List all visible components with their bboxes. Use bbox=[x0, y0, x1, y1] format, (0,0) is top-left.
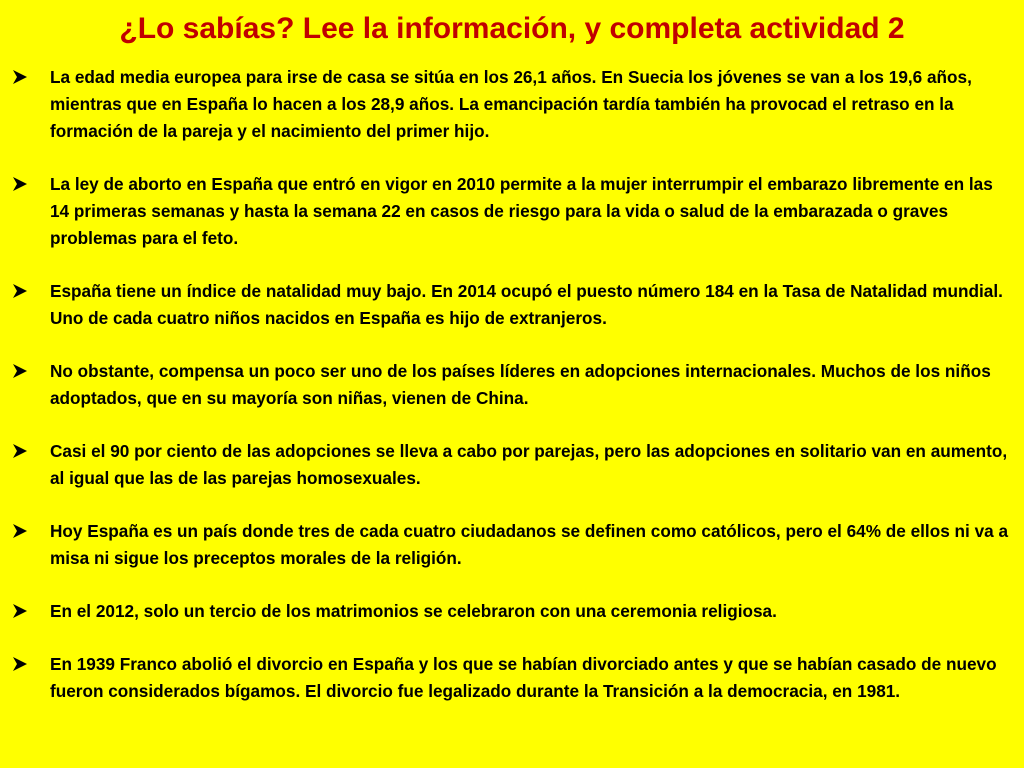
bullet-text: En el 2012, solo un tercio de los matrimonios se celebraron con una ceremonia religiosa. bbox=[50, 601, 777, 621]
bullet-item-7 bbox=[12, 598, 1014, 625]
slide-title: ¿Lo sabías? Lee la información, y completa actividad 2 bbox=[119, 12, 905, 45]
arrowhead-bullet-icon bbox=[12, 603, 28, 619]
bullet-item-2 bbox=[12, 171, 1014, 252]
bullet-list bbox=[12, 64, 1014, 705]
bullet-item-5 bbox=[12, 438, 1014, 492]
bullet-text: No obstante, compensa un poco ser uno de los países líderes en adopciones internacionales. Muchos de los niños adoptados, que en su mayoría son niñas, vienen de China. bbox=[50, 361, 991, 408]
bullet-item-8 bbox=[12, 651, 1014, 705]
bullet-item-6 bbox=[12, 518, 1014, 572]
bullet-text: España tiene un índice de natalidad muy bajo. En 2014 ocupó el puesto número 184 en la Tasa de Natalidad mundial. Uno de cada cuatro niños nacidos en España es hijo de extranjeros. bbox=[50, 281, 1003, 328]
arrowhead-bullet-icon bbox=[12, 363, 28, 379]
bullet-text: En 1939 Franco abolió el divorcio en España y los que se habían divorciado antes y que se habían casado de nuevo fueron considerados bígamos. El divorcio fue legalizado durante la Transición a la democracia, en 1981. bbox=[50, 654, 997, 701]
arrowhead-bullet-icon bbox=[12, 523, 28, 539]
arrowhead-bullet-icon bbox=[12, 176, 28, 192]
bullet-text: Casi el 90 por ciento de las adopciones se lleva a cabo por parejas, pero las adopciones en solitario van en aumento, al igual que las de las parejas homosexuales. bbox=[50, 441, 1008, 488]
arrowhead-bullet-icon bbox=[12, 656, 28, 672]
bullet-item-4 bbox=[12, 358, 1014, 412]
bullet-item-1 bbox=[12, 64, 1014, 145]
arrowhead-bullet-icon bbox=[12, 283, 28, 299]
bullet-text: Hoy España es un país donde tres de cada cuatro ciudadanos se definen como católicos, pero el 64% de ellos ni va a misa ni sigue los preceptos morales de la religión. bbox=[50, 521, 1009, 568]
bullet-item-3 bbox=[12, 278, 1014, 332]
arrowhead-bullet-icon bbox=[12, 69, 28, 85]
bullet-text: La edad media europea para irse de casa se sitúa en los 26,1 años. En Suecia los jóvenes se van a los 19,6 años, mientras que en España lo hacen a los 28,9 años. La emancipación tardía también ha provocad el retraso en la formación de la pareja y el nacimiento del primer hijo. bbox=[50, 67, 972, 141]
bullet-text: La ley de aborto en España que entró en vigor en 2010 permite a la mujer interrumpir el embarazo libremente en las 14 primeras semanas y hasta la semana 22 en casos de riesgo para la vida o salud de la embarazada o graves problemas para el feto. bbox=[50, 174, 993, 248]
arrowhead-bullet-icon bbox=[12, 443, 28, 459]
